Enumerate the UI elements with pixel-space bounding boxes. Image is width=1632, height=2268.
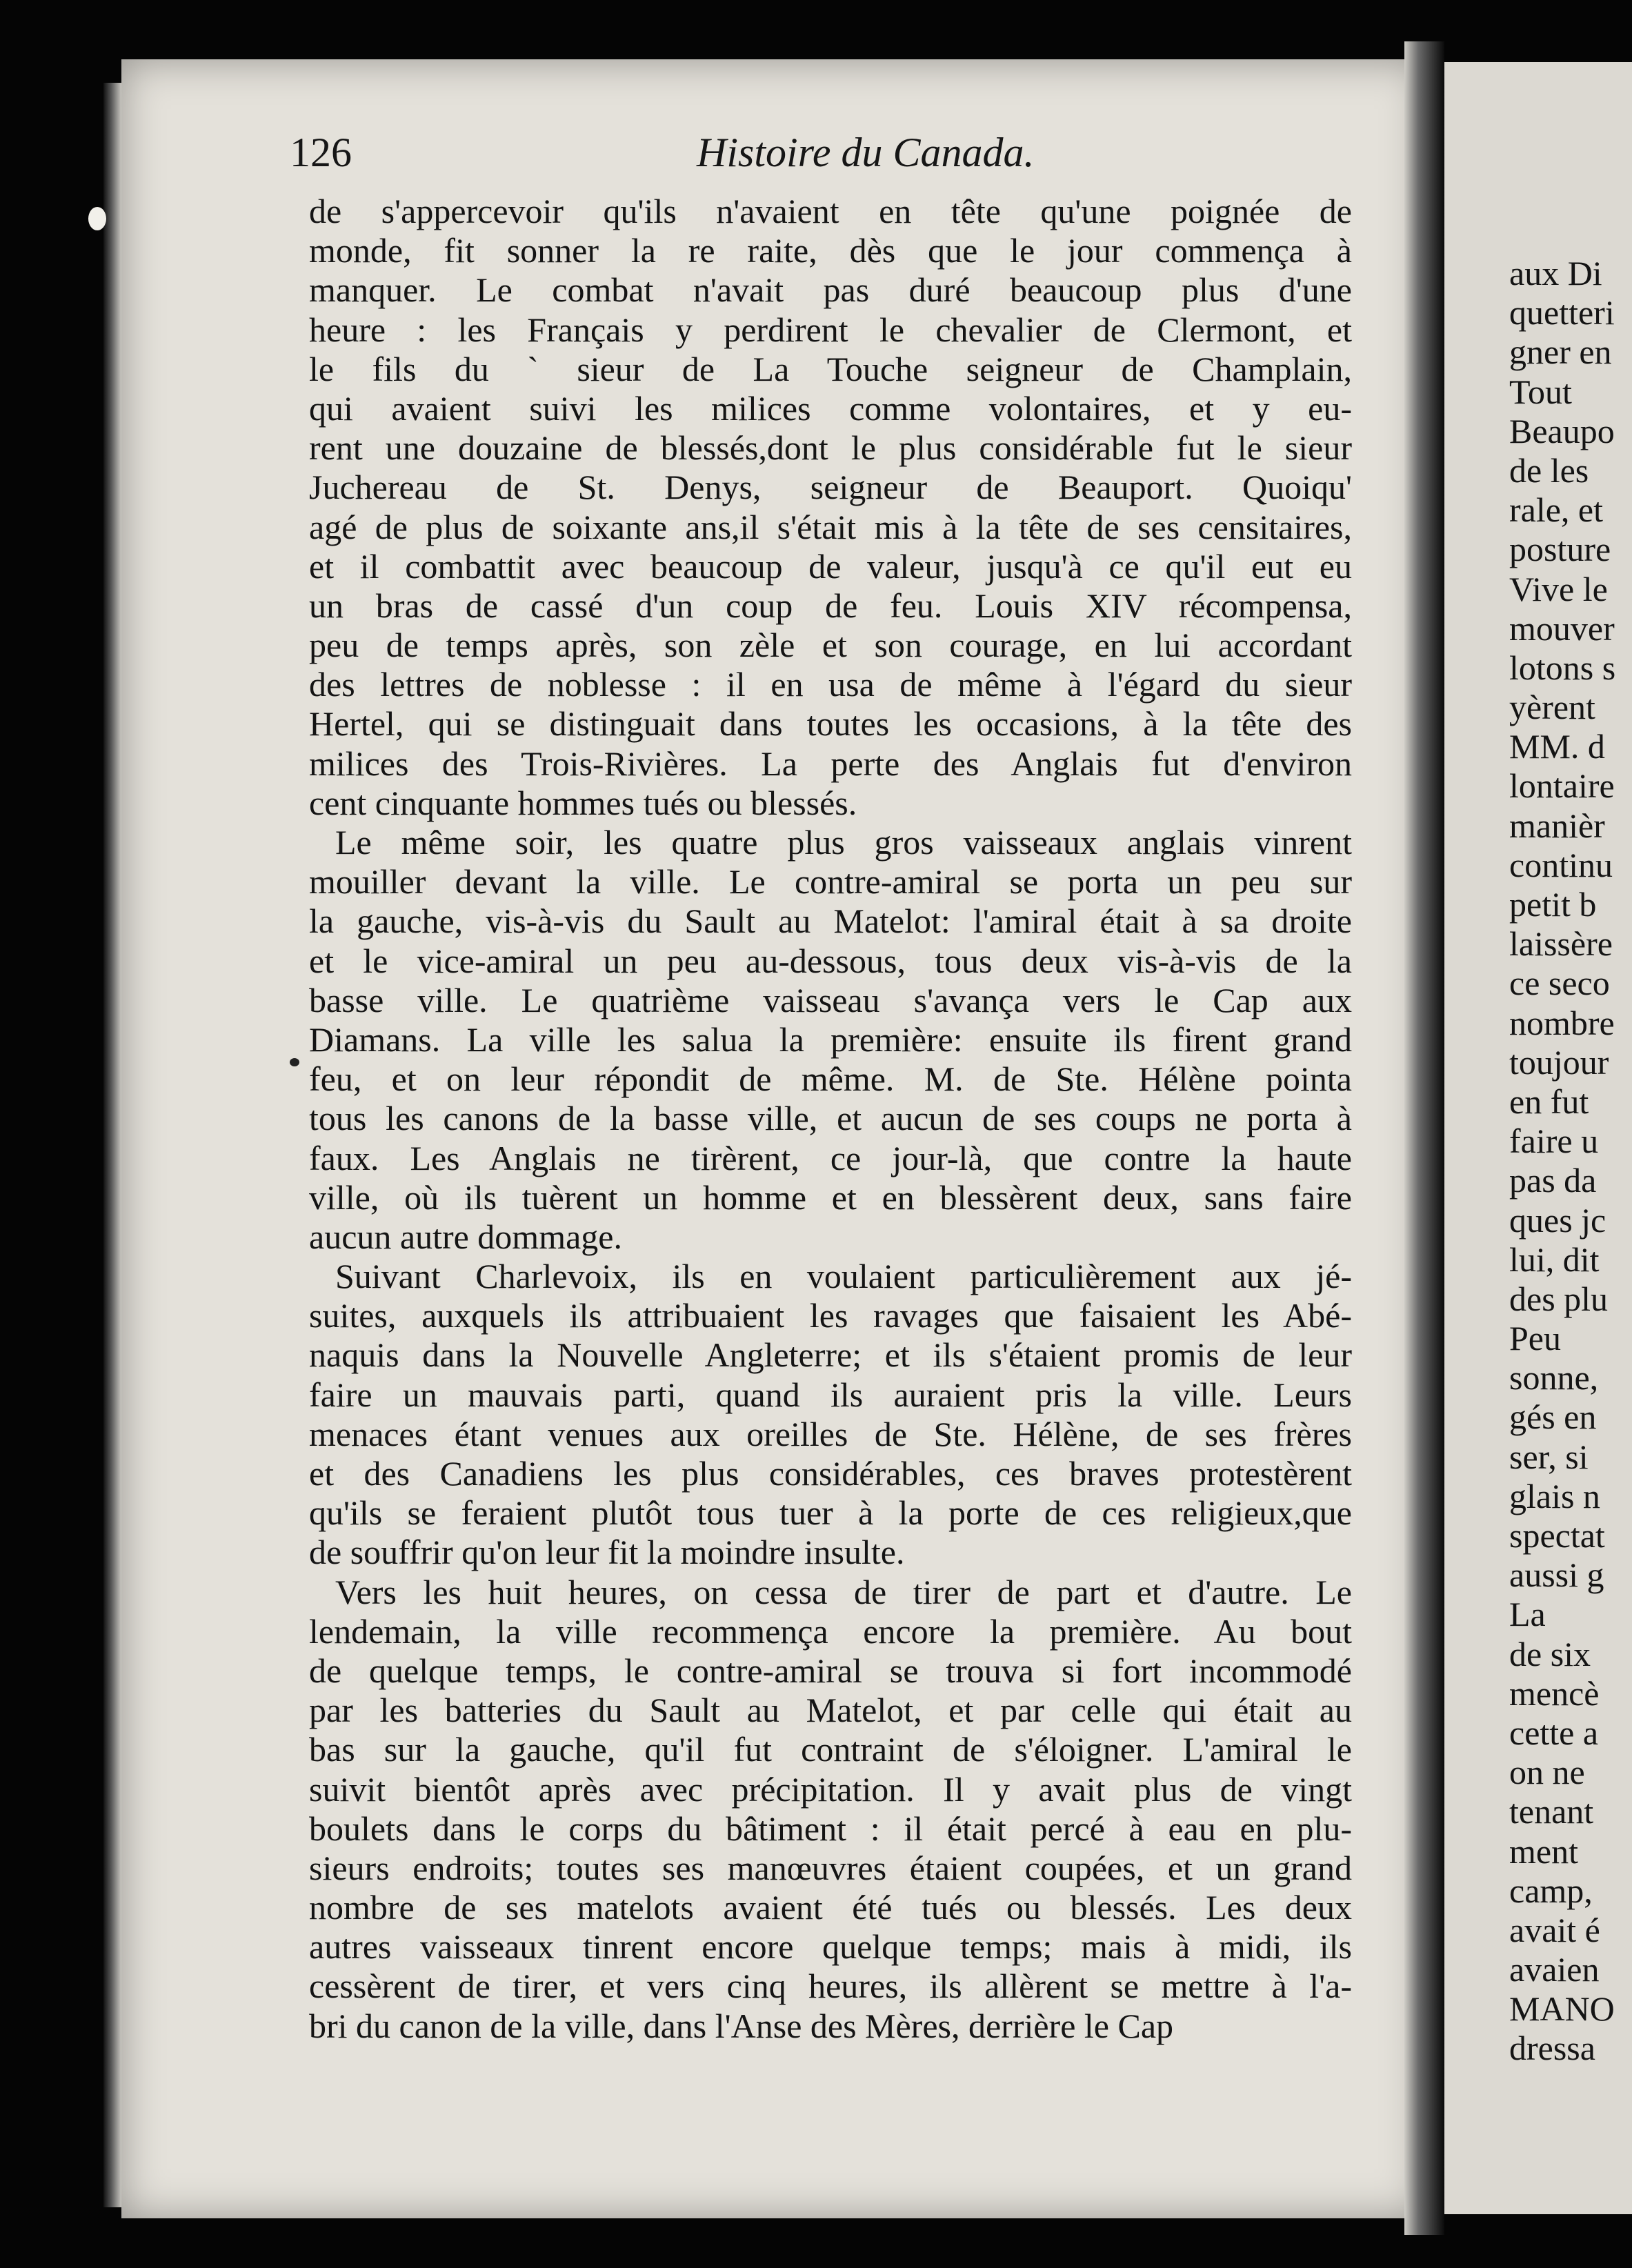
text-line: cent cinquante hommes tués ou blessés. <box>309 783 857 822</box>
facing-page-line: lui, dit <box>1509 1240 1600 1279</box>
facing-page-line: tenant <box>1509 1792 1594 1831</box>
text-line: et il combattit avec beaucoup de valeur, jusqu'à ce qu'il eut eu <box>309 546 1352 586</box>
text-line: rent une douzaine de blessés,dont le plus considérable fut le sieur <box>309 428 1352 468</box>
text-line: faux. Les Anglais ne tirèrent, ce jour-là, que contre la haute <box>309 1138 1352 1177</box>
facing-page-line: en fut <box>1509 1082 1589 1121</box>
page-number: 126 <box>290 130 352 175</box>
facing-page-line: glais n <box>1509 1476 1600 1515</box>
text-line: menaces étant venues aux oreilles de Ste. Hélène, de ses frères <box>309 1414 1352 1453</box>
text-line: la gauche, vis-à-vis du Sault au Matelot: l'amiral était à sa droite <box>309 902 1352 941</box>
facing-page-line: aux Di <box>1509 254 1602 292</box>
text-line: Le même soir, les quatre plus gros vaisseaux anglais vinrent <box>335 823 1352 862</box>
facing-page-line: ment <box>1509 1831 1578 1871</box>
facing-page-line: gner en <box>1509 332 1612 372</box>
text-line: naquis dans la Nouvelle Angleterre; et ils s'étaient promis de leur <box>309 1335 1352 1375</box>
text-line: Vers les huit heures, on cessa de tirer de part et d'autre. Le <box>335 1572 1352 1611</box>
text-line: tous les canons de la basse ville, et aucun de ses coups ne porta à <box>309 1099 1352 1138</box>
text-line: Diamans. La ville les salua la première: ensuite ils firent grand <box>309 1019 1352 1059</box>
text-line: cessèrent de tirer, et vers cinq heures, ils allèrent se mettre à l'a- <box>309 1967 1352 2006</box>
facing-page-line: petit b <box>1509 885 1597 924</box>
facing-page-line: MM. d <box>1509 727 1605 766</box>
text-line: suivit bientôt après avec précipitation. Il y avait plus de vingt <box>309 1769 1352 1809</box>
text-line: de quelque temps, le contre-amiral se trouva si fort incommodé <box>309 1651 1352 1690</box>
text-line: monde, fit sonner la re raite, dès que le jour commença à <box>309 231 1352 270</box>
text-line: sieurs endroits; toutes ses manœuvres étaient coupées, et un grand <box>309 1848 1352 1887</box>
facing-page-line: quetteri <box>1509 293 1615 332</box>
facing-page-line: sonne, <box>1509 1358 1599 1397</box>
facing-page-line: pas da <box>1509 1161 1597 1200</box>
text-line: ville, où ils tuèrent un homme et en blessèrent deux, sans faire <box>309 1177 1352 1217</box>
facing-page-line: Tout <box>1509 372 1572 411</box>
text-line: aucun autre dommage. <box>309 1217 622 1256</box>
text-line: et des Canadiens les plus considérables, ces braves protestèrent <box>309 1454 1352 1493</box>
text-line: des lettres de noblesse : il en usa de même à l'égard du sieur <box>309 665 1352 704</box>
facing-page-line: Vive le <box>1509 569 1608 608</box>
text-line: manquer. Le combat n'avait pas duré beaucoup plus d'une <box>309 270 1352 310</box>
text-line: suites, auxquels ils attribuaient les ravages que faisaient les Abé- <box>309 1296 1352 1335</box>
text-line: bri du canon de la ville, dans l'Anse des Mères, derrière le Cap <box>309 2006 1174 2045</box>
facing-page-line: La <box>1509 1595 1546 1634</box>
text-line: feu, et on leur répondit de même. M. de Ste. Hélène pointa <box>309 1060 1352 1099</box>
facing-page-line: on ne <box>1509 1753 1585 1792</box>
paper-speck <box>88 207 106 230</box>
text-line: de souffrir qu'on leur fit la moindre insulte. <box>309 1533 905 1572</box>
text-line: nombre de ses matelots avaient été tués ou blessés. Les deux <box>309 1888 1352 1927</box>
facing-page-line: de les <box>1509 450 1589 490</box>
text-line: faire un mauvais parti, quand ils auraient pris la ville. Leurs <box>309 1375 1352 1414</box>
text-line: de s'appercevoir qu'ils n'avaient en tête qu'une poignée de <box>309 192 1352 230</box>
facing-page-line: continu <box>1509 845 1613 884</box>
text-line: boulets dans le corps du bâtiment : il était percé à eau en plu- <box>309 1809 1352 1848</box>
text-line: autres vaisseaux tinrent encore quelque temps; mais à midi, ils <box>309 1927 1352 1967</box>
facing-page-line: dressa <box>1509 2029 1595 2068</box>
text-line: Hertel, qui se distinguait dans toutes les occasions, à la tête des <box>309 704 1352 744</box>
running-title: Histoire du Canada. <box>697 130 1035 175</box>
page-body-text <box>309 192 1352 2046</box>
facing-page-line: mouver <box>1509 608 1615 648</box>
facing-page-line: toujour <box>1509 1042 1609 1082</box>
text-line: milices des Trois-Rivières. La perte des Anglais fut d'environ <box>309 744 1352 783</box>
text-line: le fils du ` sieur de La Touche seigneur de Champlain, <box>309 349 1352 388</box>
text-line: Juchereau de St. Denys, seigneur de Beauport. Quoiqu' <box>309 468 1352 507</box>
text-line: qui avaient suivi les milices comme volontaires, et y eu- <box>309 388 1352 428</box>
facing-page-line: laissère <box>1509 924 1613 964</box>
facing-page <box>1444 62 1632 2214</box>
facing-page-line: nombre <box>1509 1003 1615 1042</box>
facing-page-line: Peu <box>1509 1319 1561 1358</box>
facing-page-line: avaien <box>1509 1950 1600 1989</box>
ink-speck <box>290 1058 299 1066</box>
facing-page-line: MANO <box>1509 1989 1615 2029</box>
text-line: par les batteries du Sault au Matelot, et par celle qui était au <box>309 1691 1352 1730</box>
text-line: peu de temps après, son zèle et son courage, en lui accordant <box>309 626 1352 665</box>
facing-page-line: lotons s <box>1509 648 1616 687</box>
facing-page-line: faire u <box>1509 1122 1599 1161</box>
facing-page-line: des plu <box>1509 1279 1609 1318</box>
facing-page-line: ques jc <box>1509 1200 1606 1240</box>
facing-page-line: ce seco <box>1509 964 1610 1003</box>
text-line: et le vice-amiral un peu au-dessous, tous deux vis-à-vis de la <box>309 941 1352 980</box>
facing-page-line: cette a <box>1509 1713 1599 1752</box>
text-line: Suivant Charlevoix, ils en voulaient particulièrement aux jé- <box>335 1257 1352 1296</box>
book-edge-shadow <box>103 83 121 2207</box>
facing-page-line: manièr <box>1509 806 1605 845</box>
facing-page-line: ser, si <box>1509 1437 1589 1476</box>
text-line: lendemain, la ville recommença encore la première. Au bout <box>309 1611 1352 1651</box>
facing-page-line: yèrent <box>1509 688 1595 727</box>
text-line: heure : les Français y perdirent le chevalier de Clermont, et <box>309 310 1352 349</box>
facing-page-line: mencè <box>1509 1673 1600 1713</box>
facing-page-line: lontaire <box>1509 766 1615 806</box>
text-line: un bras de cassé d'un coup de feu. Louis XIV récompensa, <box>309 586 1352 625</box>
facing-page-line: de six <box>1509 1634 1591 1673</box>
facing-page-line: posture <box>1509 530 1611 569</box>
facing-page-line: spectat <box>1509 1516 1605 1555</box>
text-line: basse ville. Le quatrième vaisseau s'avança vers le Cap aux <box>309 980 1352 1019</box>
facing-page-line: aussi g <box>1509 1555 1604 1595</box>
facing-page-line: camp, <box>1509 1871 1593 1910</box>
facing-page-line: Beaupo <box>1509 411 1615 450</box>
text-line: qu'ils se feraient plutôt tous tuer à la porte de ces religieux,que <box>309 1493 1352 1533</box>
text-line: agé de plus de soixante ans,il s'était mis à la tête de ses censitaires, <box>309 507 1352 546</box>
book-gutter <box>1404 41 1444 2235</box>
facing-page-line: avait é <box>1509 1910 1600 1949</box>
facing-page-text <box>1509 254 1632 2069</box>
facing-page-line: rale, et <box>1509 490 1604 530</box>
facing-page-line: gés en <box>1509 1397 1597 1437</box>
text-line: bas sur la gauche, qu'il fut contraint de s'éloigner. L'amiral le <box>309 1730 1352 1769</box>
text-line: mouiller devant la ville. Le contre-amiral se porta un peu sur <box>309 862 1352 902</box>
